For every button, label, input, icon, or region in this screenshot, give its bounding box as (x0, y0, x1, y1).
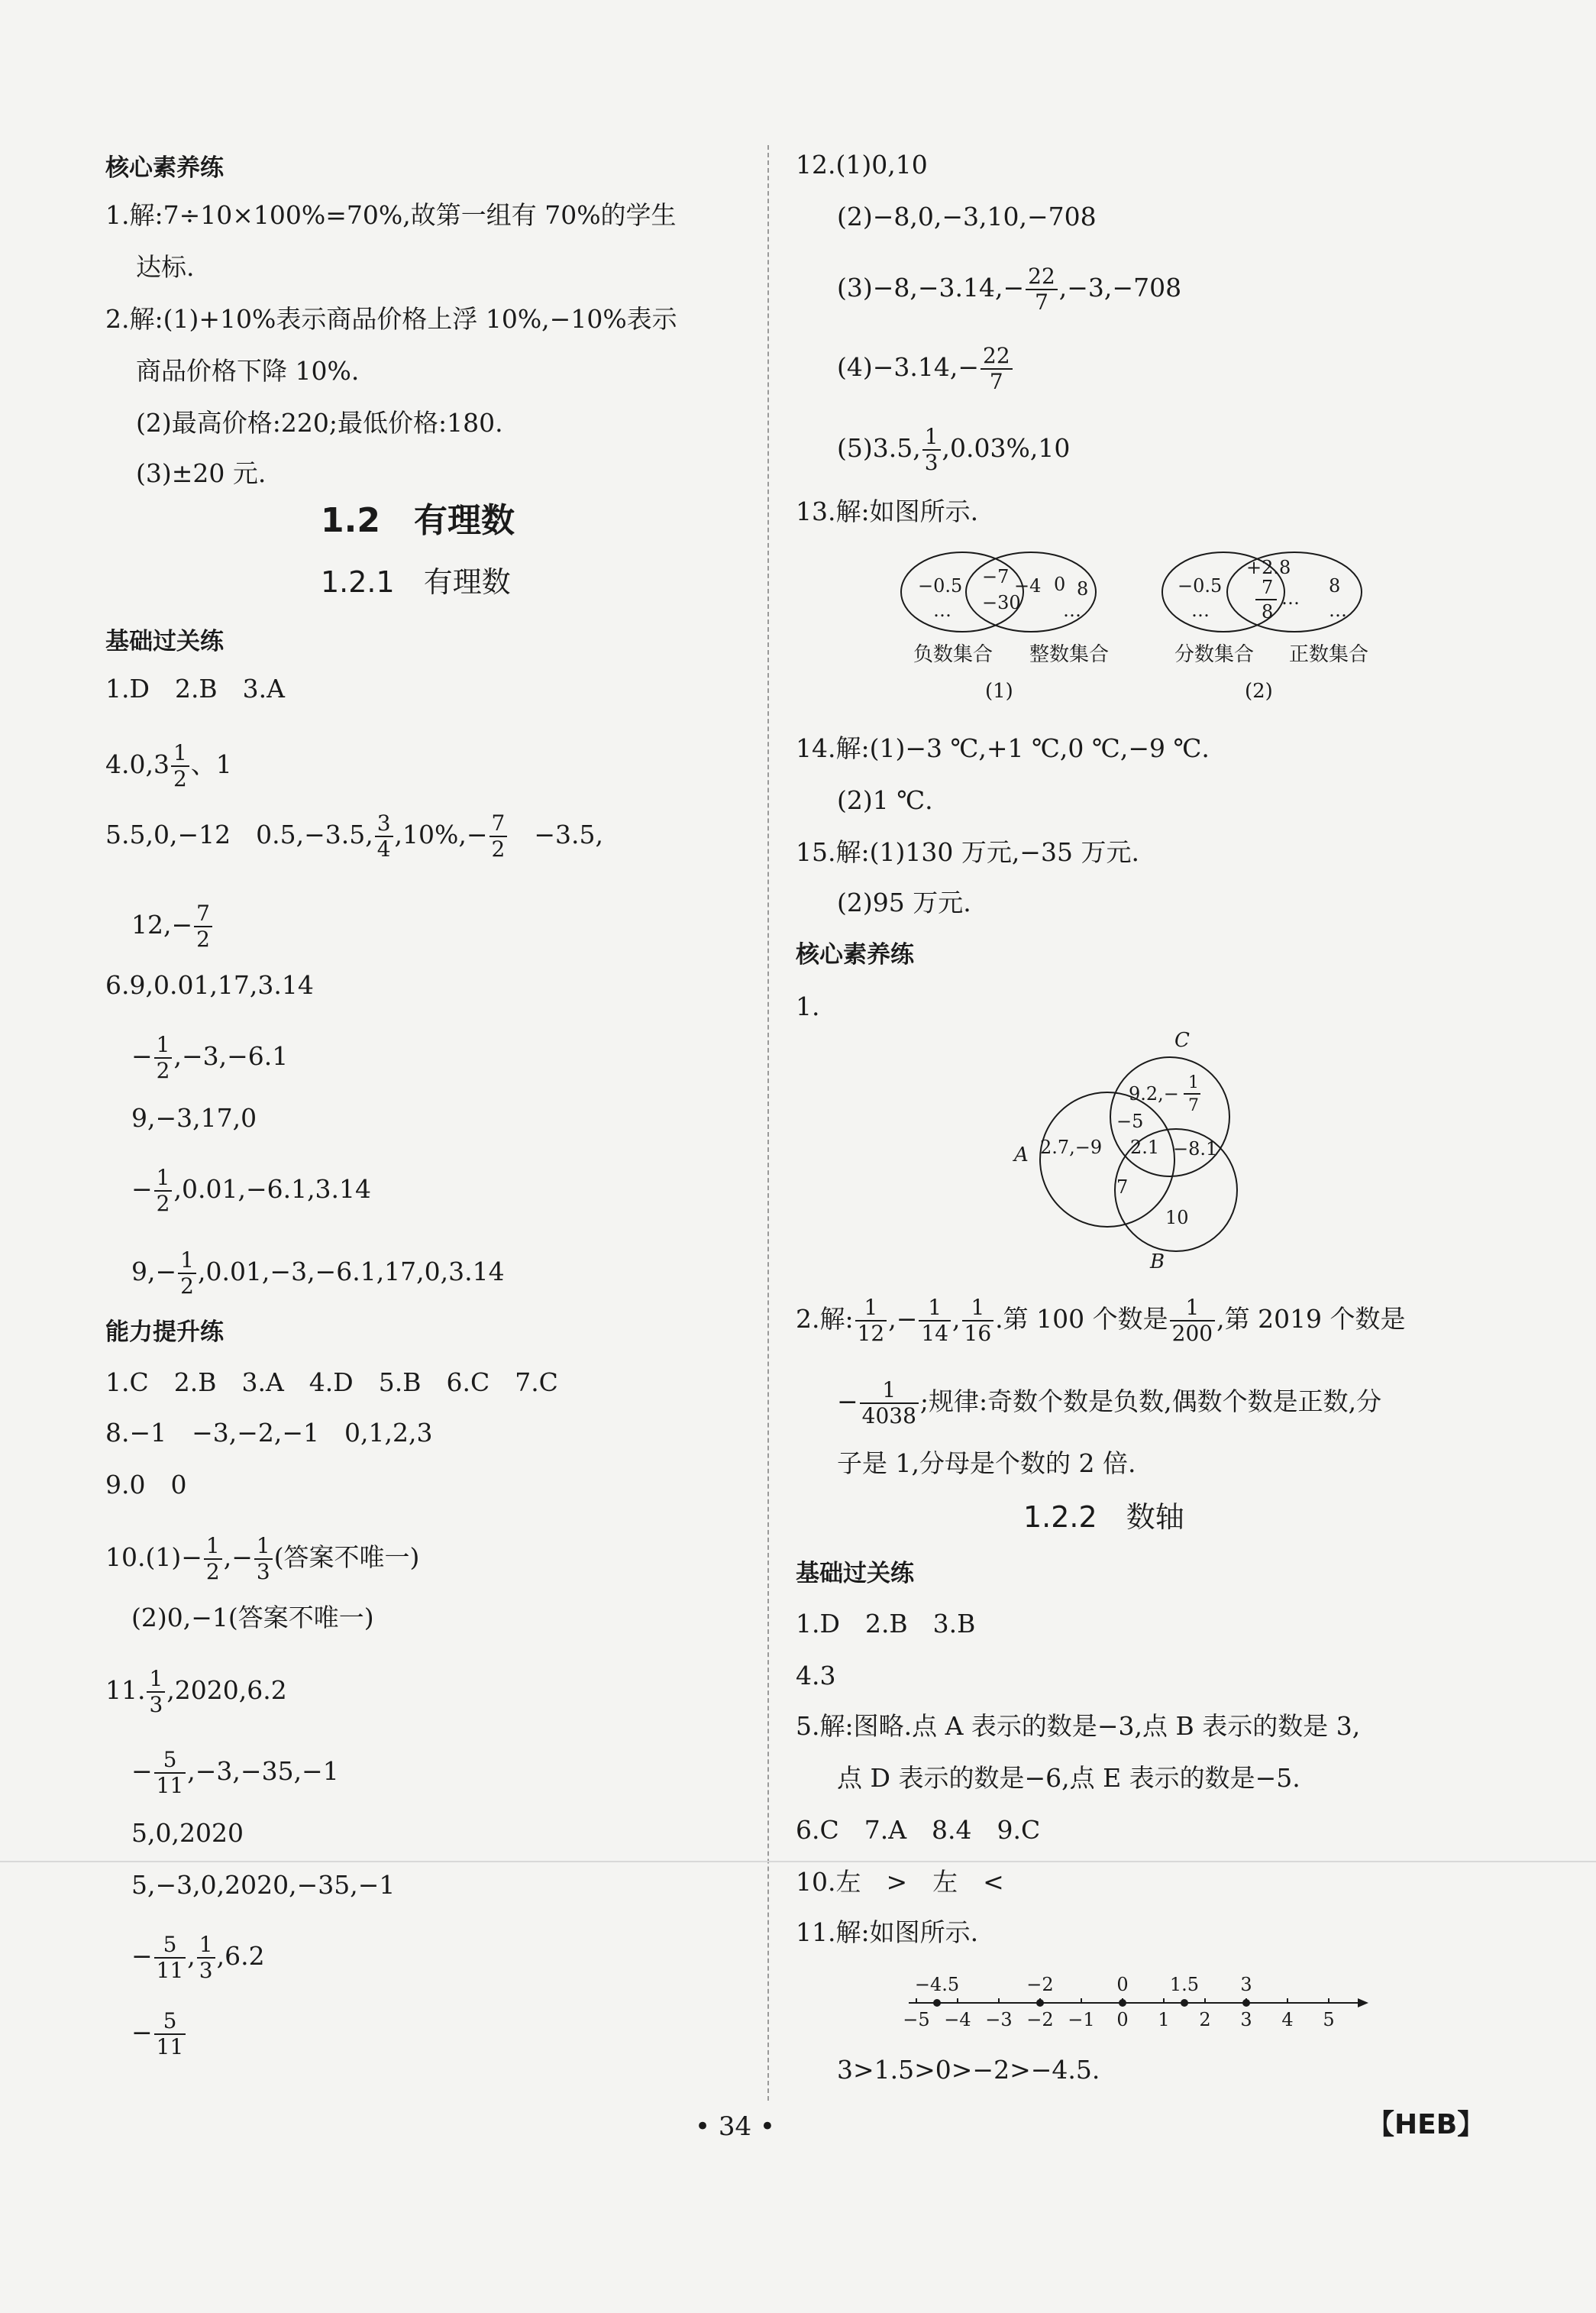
answer-line: (2)1 ℃. (837, 785, 933, 815)
number-point (1242, 1999, 1250, 2007)
fraction: $\frac{1}{2}$ (178, 1248, 196, 1299)
axis-arrow (1358, 1998, 1368, 2007)
point-label: −2 (1026, 1974, 1054, 1995)
tick-label: −4 (944, 2009, 971, 2030)
venn-value: −7 (982, 566, 1010, 587)
venn-value: … (1191, 600, 1210, 621)
tick-label: −3 (985, 2009, 1013, 2030)
section-title: 1.2 有理数 (321, 501, 515, 540)
answer-line: 8.−1 −3,−2,−1 0,1,2,3 (105, 1418, 433, 1448)
answer-line: 13.解:如图所示. (796, 497, 979, 526)
fraction: $\frac{7}{2}$ (489, 811, 508, 862)
answer-line: − $\frac{1}{4038}$ ;规律:奇数个数是负数,偶数个数是正数,分 (837, 1377, 1382, 1428)
fraction: $\frac{1}{2}$ (154, 1166, 173, 1216)
edition-tag: 【HEB】 (1367, 2109, 1485, 2140)
answer-line: 5,0,2020 (131, 1818, 244, 1848)
fraction: $\frac{5}{11}$ (154, 1933, 186, 1983)
point-label: −4.5 (914, 1974, 960, 1995)
subsection-title: 1.2.1 有理数 (321, 565, 511, 599)
venn-value: … (1329, 600, 1347, 621)
fraction: $\frac{5}{11}$ (154, 2009, 186, 2059)
set-label-c: C (1174, 1029, 1190, 1052)
venn-value: +2.8 (1246, 557, 1291, 578)
venn-value: … (933, 600, 951, 621)
answer-line: (2)0,−1(答案不唯一) (131, 1603, 374, 1632)
fraction: $\frac{3}{4}$ (375, 811, 393, 862)
section-heading: 基础过关练 (105, 628, 224, 655)
venn-value: 8 (1329, 575, 1341, 597)
answer-line: − $\frac{1}{2}$ ,0.01,−6.1,3.14 (131, 1165, 372, 1216)
venn-value: −8.1 (1173, 1138, 1218, 1160)
number-line (901, 1963, 1375, 2047)
tick-label: 2 (1199, 2009, 1211, 2030)
venn-value: 1 (1188, 1073, 1199, 1092)
number-point (1119, 1999, 1126, 2007)
answer-line: 11. $\frac{1}{3}$ ,2020,6.2 (105, 1666, 287, 1717)
set-label: 整数集合 (1029, 643, 1110, 666)
answer-line: 15.解:(1)130 万元,−35 万元. (796, 837, 1139, 867)
answer-line: − $\frac{1}{2}$ ,−3,−6.1 (131, 1032, 289, 1083)
fraction: $\frac{1}{4038}$ (860, 1378, 919, 1428)
fraction: $\frac{1}{2}$ (171, 741, 189, 791)
set-a-circle (1040, 1092, 1174, 1227)
answer-line: − $\frac{5}{11}$ , $\frac{1}{3}$ ,6.2 (131, 1932, 265, 1983)
answer-line: 4.0,3 $\frac{1}{2}$ 、1 (105, 740, 232, 791)
answer-line: 5,−3,0,2020,−35,−1 (131, 1870, 396, 1900)
answer-line: 1. (796, 992, 820, 1021)
venn-value: −30 (982, 592, 1021, 613)
number-point (933, 1999, 941, 2007)
venn-value: −0.5 (918, 575, 963, 597)
answer-line: 2.解: $\frac{1}{12}$ ,− $\frac{1}{14}$ , $\frac{1}{16}$ .第 100 个数是 $\frac{1}{200}$ ,第 2019 个数是 (796, 1295, 1406, 1346)
answer-line: − $\frac{5}{11}$ (131, 2009, 187, 2059)
section-heading: 基础过关练 (796, 1560, 914, 1587)
answer-line: 1.D 2.B 3.A (105, 674, 285, 704)
answer-line: (2)−8,0,−3,10,−708 (837, 202, 1097, 231)
answer-line: (5)3.5, $\frac{1}{3}$ ,0.03%,10 (837, 424, 1071, 475)
answer-line: 6.C 7.A 8.4 9.C (796, 1815, 1041, 1845)
venn-value: … (1063, 600, 1081, 621)
answer-line: 10.(1)− $\frac{1}{2}$ ,− $\frac{1}{3}$ (答案不唯一) (105, 1533, 420, 1584)
answer-line: 4.3 (796, 1661, 836, 1690)
venn-value: 0 (1054, 574, 1066, 595)
section-heading: 核心素养练 (105, 154, 224, 182)
answer-line: (4)−3.14,− $\frac{22}{7}$ (837, 344, 1014, 394)
answer-line: 5.5,0,−12 0.5,−3.5, $\frac{3}{4}$ ,10%,− $\frac{7}{2}$ −3.5, (105, 810, 603, 862)
tick-label: −1 (1068, 2009, 1095, 2030)
answer-line: 1.D 2.B 3.B (796, 1609, 976, 1639)
answer-line: 5.解:图略.点 A 表示的数是−3,点 B 表示的数是 3, (796, 1711, 1361, 1741)
figure-caption: (2) (1245, 680, 1273, 703)
fraction: $\frac{1}{14}$ (919, 1296, 951, 1346)
set-label-b: B (1150, 1250, 1165, 1273)
fraction: $\frac{1}{12}$ (855, 1296, 887, 1346)
answer-line: 子是 1,分母是个数的 2 倍. (837, 1448, 1136, 1478)
answer-line: 点 D 表示的数是−6,点 E 表示的数是−5. (837, 1763, 1300, 1793)
answer-line: (2)最高价格:220;最低价格:180. (136, 408, 503, 438)
venn-value: 8 (1262, 601, 1274, 623)
venn-value: −0.5 (1178, 575, 1223, 597)
answer-line: 12,− $\frac{7}{2}$ (131, 901, 214, 952)
fraction: $\frac{1}{16}$ (962, 1296, 994, 1346)
tick-label: 0 (1116, 2009, 1129, 2030)
number-point (1181, 1999, 1188, 2007)
venn-diagram-core (993, 1024, 1268, 1283)
answer-line: 9.0 0 (105, 1470, 187, 1499)
tick-label: 1 (1158, 2009, 1170, 2030)
column-divider (767, 145, 769, 2101)
venn-diagrams-q13 (886, 546, 1420, 714)
tick-label: 5 (1323, 2009, 1335, 2030)
answer-line: 12.(1)0,10 (796, 150, 928, 180)
answer-line: (3)±20 元. (136, 458, 267, 488)
page-number: • 34 • (695, 2111, 775, 2142)
answer-line: 达标. (136, 252, 195, 282)
answer-line: 1.解:7÷10×100%=70%,故第一组有 70%的学生 (105, 200, 677, 230)
point-label: 0 (1116, 1974, 1129, 1995)
left-column (0, 0, 764, 2108)
set-label: 分数集合 (1174, 643, 1255, 666)
answer-line: 1.C 2.B 3.A 4.D 5.B 6.C 7.C (105, 1367, 558, 1397)
answer-line: 10.左 > 左 < (796, 1867, 1004, 1897)
subsection-title: 1.2.2 数轴 (1023, 1500, 1184, 1534)
set-label: 正数集合 (1289, 643, 1369, 666)
section-heading: 核心素养练 (796, 941, 914, 969)
answer-line: − $\frac{5}{11}$ ,−3,−35,−1 (131, 1747, 339, 1798)
tick-label: −2 (1026, 2009, 1054, 2030)
answer-line: 9,− $\frac{1}{2}$ ,0.01,−3,−6.1,17,0,3.14 (131, 1247, 505, 1299)
venn-value: … (1281, 587, 1300, 609)
venn-value: 9.2,− (1129, 1083, 1179, 1105)
point-label: 3 (1240, 1974, 1252, 1995)
fraction: $\frac{7}{2}$ (194, 901, 212, 952)
point-label: 1.5 (1169, 1974, 1200, 1995)
answer-line: (2)95 万元. (837, 888, 971, 917)
answer-line: 3>1.5>0>−2>−4.5. (837, 2055, 1100, 2085)
fraction: $\frac{1}{3}$ (147, 1667, 165, 1717)
fraction: $\frac{22}{7}$ (1026, 264, 1058, 315)
figure-caption: (1) (985, 680, 1013, 703)
fraction: $\frac{1}{3}$ (197, 1933, 215, 1983)
fraction: $\frac{1}{2}$ (154, 1033, 173, 1083)
venn-value: −5 (1116, 1111, 1144, 1132)
number-point (1036, 1999, 1044, 2007)
tick-label: 3 (1240, 2009, 1252, 2030)
fraction: $\frac{1}{3}$ (922, 425, 941, 475)
tick-label: −5 (903, 2009, 930, 2030)
fraction: $\frac{1}{200}$ (1170, 1296, 1215, 1346)
answer-line: 11.解:如图所示. (796, 1917, 979, 1947)
fraction: $\frac{22}{7}$ (981, 344, 1013, 394)
venn-value: 7 (1262, 577, 1274, 598)
answer-line: 2.解:(1)+10%表示商品价格上浮 10%,−10%表示 (105, 304, 677, 334)
answer-line: 商品价格下降 10%. (136, 356, 360, 386)
tick-label: 4 (1281, 2009, 1294, 2030)
set-label-a: A (1014, 1144, 1029, 1166)
venn-value: 10 (1165, 1207, 1189, 1228)
venn-value: 8 (1077, 578, 1089, 600)
venn-value: 7 (1116, 1176, 1129, 1198)
set-label: 负数集合 (913, 643, 993, 666)
right-column (771, 0, 1596, 2108)
answer-line: 6.9,0.01,17,3.14 (105, 970, 314, 1000)
fraction: $\frac{5}{11}$ (154, 1748, 186, 1798)
venn-value: 2.1 (1130, 1137, 1160, 1158)
fraction: $\frac{1}{3}$ (254, 1534, 273, 1584)
answer-line: (3)−8,−3.14,− $\frac{22}{7}$ ,−3,−708 (837, 264, 1182, 315)
venn-value: −4 (1014, 575, 1042, 597)
venn-value: 7 (1188, 1096, 1199, 1115)
fraction: $\frac{1}{2}$ (204, 1534, 222, 1584)
answer-line: 14.解:(1)−3 ℃,+1 ℃,0 ℃,−9 ℃. (796, 733, 1210, 763)
venn-value: 2.7,−9 (1040, 1137, 1103, 1158)
answer-line: 9,−3,17,0 (131, 1103, 257, 1133)
section-heading: 能力提升练 (105, 1318, 224, 1346)
